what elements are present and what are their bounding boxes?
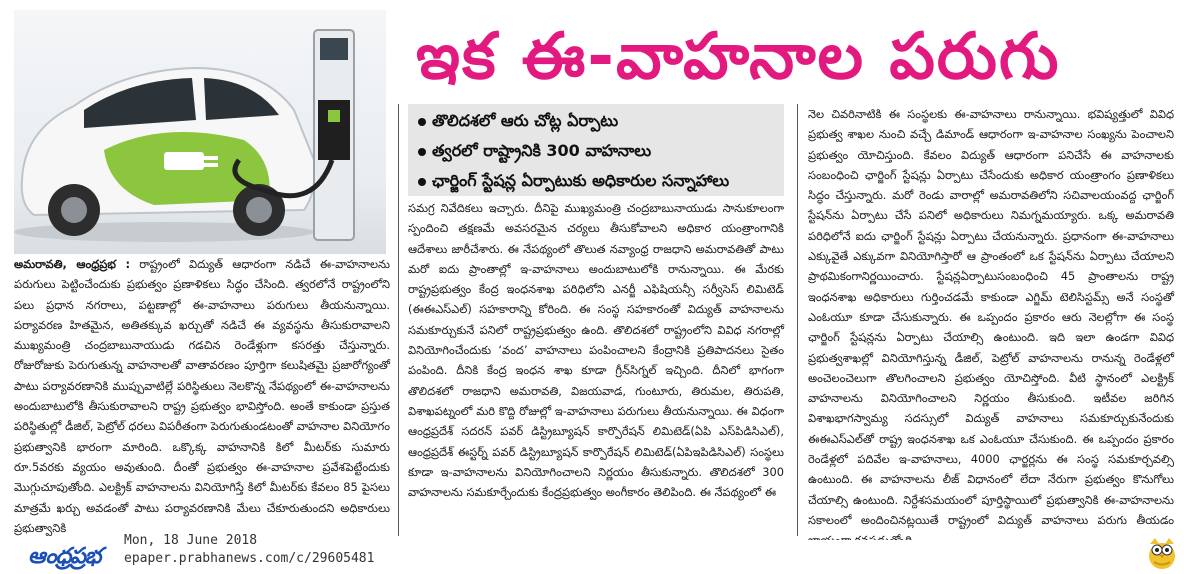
highlight-text: త్వరలో రాష్ట్రానికి 300 వాహనాలు: [432, 141, 652, 160]
electric-car-illustration: [14, 10, 386, 254]
highlight-item: [418, 136, 784, 166]
dateline: అమరావతి, ఆంధ్రప్రభ :: [14, 257, 131, 271]
bullet-icon: [418, 118, 426, 126]
owl-icon: [1146, 534, 1178, 570]
bullet-icon: [418, 148, 426, 156]
column-divider: [398, 104, 399, 536]
headline: ఇక ఈ-వాహనాల పరుగు: [416, 20, 1061, 94]
news-clipping: [8, 6, 1176, 540]
highlight-text: ఛార్జింగ్ స్టేషన్ల ఏర్పాటుకు అధికారుల సన్నాహాలు: [432, 171, 730, 190]
article-column-2: [408, 198, 784, 538]
highlight-text: తొలిదశలో ఆరు చోట్ల ఏర్పాటు: [432, 111, 619, 130]
highlight-item: [418, 166, 784, 196]
edition-date: Mon, 18 June 2018: [124, 533, 258, 548]
column-2-text: సమగ్ర నివేదికలు ఇచ్చారు. దీనిపై ముఖ్యమంత్రి చంద్రబాబునాయుడు సానుకూలంగా స్పందించి తక్షణమే అవసరమైన చర్యలు తీసుకోవాలని అధికార యంత్రాంగానికి ఆదేశాలు జారీచేశారు. ఈ నేపథ్యంలో తొలుత నవ్యాంధ్ర రాజధాని అమరావతితో పాటు మరో ఐదు ప్రాంతాల్లో ఇ-వాహనాలు అందుబాటులోకి రానున్నాయి. ఈ మేరకు రాష్ట్రప్రభుత్వం కేంద్ర ఇంధనశాఖ పరిధిలోని ఎనర్జీ ఎఫిషియన్సీ సర్వీసెస్ లిమిటెడ్ (ఈఈఎస్ఎల్) సహకారాన్ని కోరింది. ఈ సంస్థ సహకారంతో విద్యుత్ వాహనాలను సమకూర్చుకునే పనిలో రాష్ట్రప్రభుత్వం ఉంది. తొలిదశలో రాష్ట్రంలోని వివిధ నగరాల్లో వినియోగించేందుకు ‘వంద’ వాహనాలు పంపించాలని కేంద్రానికి ప్రతిపాదనలు సైతం పంపింది. దీనికి కేంద్ర ఇంధన శాఖ కూడా గ్రీన్‌సిగ్నల్ ఇచ్చింది. దీనిలో భాగంగా తొలిదశలో రాజధాని అమరావతి, విజయవాడ, గుంటూరు, తిరుమల, తిరుపతి, విశాఖపట్నంలో మరి కొద్ది రోజుల్లో ఇ-వాహనాలు పరుగులు తీయనున్నాయి. ఈ విధంగా ఆంధ్రప్రదేశ్ సదరన్ పవర్ డిస్ట్రిబ్యూషన్ కార్పొరేషన్ లిమిటెడ్(ఏపి ఎస్‌పిడిసిఎల్), ఆంధ్రప్రదేశ్ ఈస్టర్న్ పవర్ డిస్ట్రిబ్యూషన్ కార్పొరేషన్ లిమిటెడ్(ఏపిఇపిడిసిఎల్) సంస్థలు కూడా ఇ-వాహనాలను వినియోగించాలని నిర్ణయం తీసుకున్నారు. తొలిదశలో 300 వాహనాలను సమకూర్చేందుకు కేంద్రప్రభుత్వం అంగీకారం తెలిపింది. ఈ నేపథ్యంలో ఈ: [408, 201, 784, 500]
ev-charging-photo: [14, 10, 386, 254]
article-column-3: [808, 104, 1174, 536]
column-3-text: నెల చివరినాటికి ఈ సంస్థలకు ఈ-వాహనాలు రానున్నాయి. భవిష్యత్తులో వివిధ ప్రభుత్వ శాఖల నుంచి వచ్చే డిమాండ్ ఆధారంగా ఇ-వాహనాల సంఖ్యను పెంచాలని ప్రభుత్వం యోచిస్తుంది. కేవలం విద్యుత్ ఆధారంగా పనిచేసే ఈ వాహనాలకు సంబంధించి ఛార్జింగ్ స్టేషన్లు ఏర్పాటు చేసేందుకు అధికార యంత్రాంగం ప్రణాళికలు సిద్ధం చేస్తున్నారు. మరో రెండు వారాల్లో అమరావతిలోని సచివాలయంవద్ద ఛార్జింగ్ స్టేషన్‌ను ఏర్పాటు చేసే పనిలో అధికారులు నిమగ్నమయ్యారు. ఒక్క అమరావతి పరిధిలోనే ఐదు ఛార్జింగ్ స్టేషన్లు ఏర్పాటు చేయనున్నారు. ప్రధానంగా ఈ-వాహనాలు ఎక్కువైతే ఎక్కువగా వినియోగిస్తారో ఆ ప్రాంతంలో ఒక స్టేషన్‌ను ఏర్పాటు చేయాలని ప్రాథమికంగానిర్ణయించారు. స్టేషన్లఏర్పాటుసంబంధించి 45 ప్రాంతాలను రాష్ట్ర ఇంధనశాఖ అధికారులు గుర్తించడమే కాకుండా ఎగ్జిమ్ టెలిసిస్టమ్స్ అనే సంస్థతో ఎంఓయూ కూడా చేసుకున్నారు. ఈ ఒప్పందం ప్రకారం ఆరు నెలల్లోగా ఈ సంస్థ ఛార్జింగ్ స్టేషన్లను ఏర్పాటు చేయాల్సి ఉంటుంది. ఇది ఇలా ఉండగా వివిధ ప్రభుత్వశాఖల్లో వినియోగిస్తున్న డీజిల్, పెట్రోల్ వాహనాలను రానున్న రెండేళ్లలో అంచెలంచెలుగా తొలగించాలని ప్రభుత్వం యోచిస్తోంది. వీటి స్థానంలో ఎలక్ట్రిక్ వాహనాలను వినియోగించాలని నిర్ణయం తీసుకుంది. ఇటీవల జరిగిన విశాఖభాగస్వామ్య సదస్సులో విద్యుత్ వాహనాలు సమకూర్చుకునేందుకు ఈఈఎస్ఎల్‌తో రాష్ట్ర ఇంధనశాఖ ఒక ఎంఓయూ చేసుకుంది. ఈ ఒప్పందం ప్రకారం రెండేళ్లలో పదివేల ఇ-వాహనాలు, 4000 ఛార్జర్లను ఈ సంస్థ సమకూర్చవల్సి ఉంటుంది. ఈ వాహనాలను లీజ్ విధానంలో లేదా నేరుగా ప్రభుత్వం కొనుగోలు చేయాల్సి ఉంటుంది. నిర్దేశసమయంలో పూర్తిస్థాయిలో ప్రభుత్వానికి ఈ-వాహనాలను సకాలంలో అందించినట్లయితే రాష్ట్రంలో విద్యుత్ వాహనాలు పరుగు తీయడం: [808, 107, 1174, 527]
column-1-text: రాష్ట్రంలో విద్యుత్ ఆధారంగా నడిచే ఈ-వాహనాలను పరుగులు పెట్టించేందుకు ప్రభుత్వం ప్రణాళికలు సిద్ధం చేసింది. త్వరలోనే రాష్ట్రంలోని పలు ప్రధాన నగరాలు, పట్టణాల్లో ఈ-వాహనాలు పరుగులు తీయనున్నాయి. పర్యావరణ హితమైన, అతితక్కువ ఖర్చుతో నడిచే ఈ వ్యవస్థను తీసుకురావాలని ముఖ్యమంత్రి చంద్రబాబునాయుడు గడచిన రెండేళ్లుగా కసరత్తు చేస్తున్నారు. రోజురోజుకు పెరుగుతున్న వాహనాలతో వాతావరణం పూర్తిగా కలుషితమై ప్రజారోగ్యంతో పాటు పర్యావరణానికి ముప్పువాటిల్లే పరిస్థితులు నెలకొన్న నేపథ్యంలో ఈ-వాహనాలను అందుబాటులోకి తీసుకురావాలని రాష్ట్ర ప్రభుత్వం భావిస్తోంది. అంతే కాకుండా ప్రస్తుత పరిస్థితుల్లో డీజిల్, పెట్రోల్ ధరలు విపరీతంగా పెరుగుతుండటంతో వాహనాల వినియోగం ప్రభుత్వానికి భారంగా మారింది. ఒక్కొక్క వాహనానికి కిలో మీటర్‌కు సుమారు రూ.5వరకు వ్యయం అవుతుంది. దీంతో ప్రభుత్వం ఈ-వాహనాల ప్రవేశపెట్టేందుకు మొగ్గుచూపుతోంది. ఎలక్ట్రిక్ వాహనాలను వినియోగిస్తే కిలో మీటర్‌కు కేవలం 85 పైసలు మాత్రమే ఖర్చు అవడంతో పాటు పర్యావరణానికి మేలు చేకూరుతుందని అధికారులు ప్రభుత్వానికి: [14, 257, 390, 535]
article-column-1: [14, 254, 390, 536]
highlights-box: [408, 104, 784, 196]
bullet-icon: [418, 178, 426, 186]
column-divider: [797, 104, 798, 536]
edition-info: [124, 532, 374, 568]
publication-logo: ఆంధ్రప్రభ: [28, 544, 101, 569]
highlight-item: [418, 106, 784, 136]
epaper-url: epaper.prabhanews.com/c/29605481: [124, 551, 375, 566]
